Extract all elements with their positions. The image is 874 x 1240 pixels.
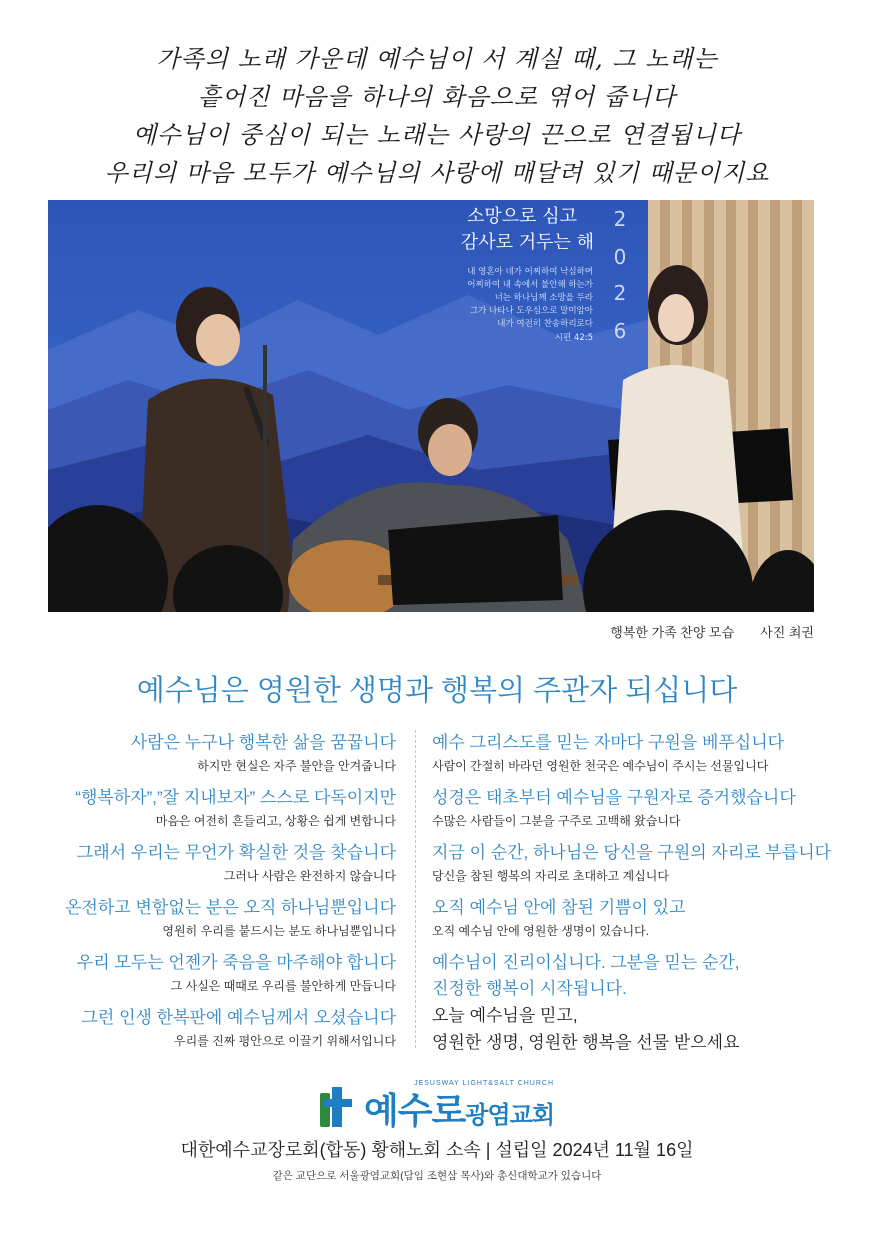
banner-title-2: 감사로 거두는 해: [460, 232, 594, 253]
right-heading: 지금 이 순간, 하나님은 당신을 구원의 자리로 부릅니다: [432, 843, 832, 862]
left-heading: 그래서 우리는 무언가 확실한 것을 찾습니다: [76, 843, 396, 862]
left-sub: 우리를 진짜 평안으로 이끌기 위해서입니다: [174, 1034, 396, 1048]
intro-line: 흩어진 마음을 하나의 화음으로 엮어 줍니다: [197, 83, 677, 111]
right-column: [432, 730, 852, 1056]
right-pair: [432, 785, 852, 832]
right-sub: 당신을 참된 행복의 자리로 초대하고 계십니다: [432, 869, 669, 883]
left-column: [36, 730, 396, 1060]
closing-body: 오늘 예수님을 믿고,: [432, 1006, 578, 1025]
intro-line: 예수님이 중심이 되는 노래는 사랑의 끈으로 연결됩니다: [132, 121, 741, 149]
worship-photo: [48, 200, 814, 612]
left-sub: 그러나 사람은 완전하지 않습니다: [223, 869, 396, 883]
logo-name: [364, 1080, 554, 1134]
banner-verse-line: 내 영혼아 네가 어찌하여 낙심하며: [467, 267, 593, 277]
left-pair: [36, 785, 396, 832]
left-pair: [36, 730, 396, 777]
left-pair: [36, 895, 396, 942]
footer-note: 같은 교단으로 서울광염교회(담임 조현삼 목사)와 총신대학교가 있습니다: [272, 1170, 602, 1182]
right-closing: [432, 950, 852, 1056]
banner-verse-line: 내가 여전히 찬송하리로다: [497, 319, 593, 329]
left-heading: “행복하자”,”잘 지내보자” 스스로 다독이지만: [75, 788, 396, 807]
right-sub: 수많은 사람들이 그분을 구주로 고백해 왔습니다: [432, 814, 681, 828]
closing-body: 영원한 생명, 영원한 행복을 선물 받으세요: [432, 1033, 740, 1052]
photo-caption: [610, 622, 814, 641]
banner-verse-line: 시편 42:5: [554, 333, 593, 343]
logo-korean-sub: 광염교회: [465, 1102, 555, 1129]
column-divider: [415, 730, 416, 1048]
left-heading: 우리 모두는 언젠가 죽음을 마주해야 합니다: [76, 953, 396, 972]
banner-title-1: 소망으로 심고: [466, 206, 577, 227]
logo-english: JESUSWAY LIGHT&SALT CHURCH: [414, 1080, 555, 1087]
footer-affiliation: 대한예수교장로회(합동) 황해노회 소속 | 설립일 2024년 11월 16일: [180, 1140, 694, 1160]
right-sub: 오직 예수님 안에 영원한 생명이 있습니다.: [432, 924, 650, 938]
banner-verse-line: 너는 하나님께 소망을 두라: [494, 293, 593, 303]
right-sub: 사람이 간절히 바라던 영원한 천국은 예수님이 주시는 선물입니다: [432, 759, 769, 773]
right-heading: 오직 예수님 안에 참된 기쁨이 있고: [432, 898, 686, 917]
cross-icon: [320, 1087, 354, 1127]
right-pair: [432, 730, 852, 777]
caption-credit: 사진 최권: [760, 625, 814, 640]
left-sub: 그 사실은 때때로 우리를 불안하게 만듭니다: [170, 979, 396, 993]
intro-line: 우리의 마음 모두가 예수님의 사랑에 매달려 있기 때문이지요: [104, 159, 770, 187]
logo-korean-main: 예수로: [363, 1090, 466, 1131]
banner-year-digit: 6: [613, 319, 627, 343]
banner-year-digit: 0: [613, 245, 627, 269]
left-heading: 온전하고 변함없는 분은 오직 하나님뿐입니다: [65, 898, 396, 917]
left-sub: 영원히 우리를 붙드시는 분도 하나님뿐입니다: [162, 924, 396, 938]
right-heading: 성경은 태초부터 예수님을 구원자로 증거했습니다: [432, 788, 796, 807]
left-pair: [36, 840, 396, 887]
closing-highlight: 예수님이 진리이십니다. 그분을 믿는 순간,: [432, 953, 740, 972]
left-sub: 하지만 현실은 자주 불안을 안겨줍니다: [197, 759, 396, 773]
church-logo: [0, 1080, 874, 1134]
left-pair: [36, 1005, 396, 1052]
right-heading: 예수 그리스도를 믿는 자마다 구원을 베푸십니다: [432, 733, 785, 752]
worship-photo-illustration: [48, 200, 814, 612]
right-pair: [432, 895, 852, 942]
intro-handwritten-text: [0, 40, 874, 192]
caption-text: 행복한 가족 찬양 모습: [610, 625, 735, 640]
right-pair: [432, 840, 852, 887]
banner-year-digit: 2: [613, 207, 627, 231]
left-sub: 마음은 여전히 흔들리고, 상황은 쉽게 변합니다: [155, 814, 396, 828]
left-heading: 그런 인생 한복판에 예수님께서 오셨습니다: [81, 1008, 396, 1027]
logo-korean: [364, 1083, 554, 1134]
left-pair: [36, 950, 396, 997]
banner-verse-line: 그가 나타나 도우심으로 말미암아: [469, 306, 593, 316]
closing-highlight: 진정한 행복이 시작됩니다.: [432, 979, 627, 998]
banner-verse-line: 어찌하여 내 속에서 불안해 하는가: [467, 280, 593, 290]
left-heading: 사람은 누구나 행복한 삶을 꿈꿉니다: [130, 733, 396, 752]
headline: 예수님은 영원한 생명과 행복의 주관자 되십니다: [136, 675, 738, 707]
intro-line: 가족의 노래 가운데 예수님이 서 계실 때, 그 노래는: [156, 45, 718, 73]
banner-year-digit: 2: [613, 281, 627, 305]
